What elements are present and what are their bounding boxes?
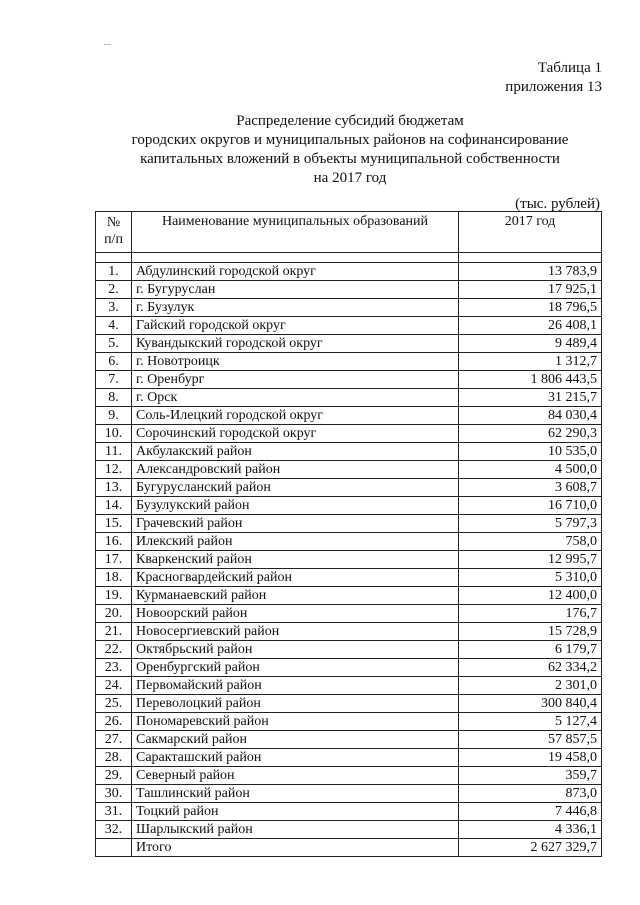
table-row <box>96 515 602 533</box>
row-number: 26. <box>96 713 132 731</box>
row-number: 11. <box>96 443 132 461</box>
table-row <box>96 605 602 623</box>
document-title-line-4: на 2017 год <box>313 170 387 186</box>
row-number: 32. <box>96 821 132 839</box>
row-number: 9. <box>96 407 132 425</box>
municipality-name: Бузулукский район <box>132 497 459 515</box>
spacer-cell <box>96 253 132 263</box>
row-number: 19. <box>96 587 132 605</box>
spacer-cell <box>132 253 459 263</box>
municipality-name: Соль-Илецкий городской округ <box>132 407 459 425</box>
table-row <box>96 425 602 443</box>
table-row <box>96 371 602 389</box>
municipality-name: Гайский городской округ <box>132 317 459 335</box>
municipality-name: Илекский район <box>132 533 459 551</box>
row-number: 30. <box>96 785 132 803</box>
row-number: 14. <box>96 497 132 515</box>
row-number: 29. <box>96 767 132 785</box>
row-number: 31. <box>96 803 132 821</box>
table-row <box>96 767 602 785</box>
municipality-name: г. Бузулук <box>132 299 459 317</box>
row-number: 27. <box>96 731 132 749</box>
subsidy-table <box>95 211 602 857</box>
row-number: 24. <box>96 677 132 695</box>
column-header-year: 2017 год <box>459 212 602 253</box>
municipality-name: г. Орск <box>132 389 459 407</box>
row-number: 25. <box>96 695 132 713</box>
subsidy-amount: 18 796,5 <box>459 299 602 317</box>
row-number: 1. <box>96 263 132 281</box>
appendix-reference: приложения 13 <box>505 79 602 95</box>
row-number: 7. <box>96 371 132 389</box>
municipality-name: Новоорский район <box>132 605 459 623</box>
row-number: 28. <box>96 749 132 767</box>
subsidy-amount: 12 400,0 <box>459 587 602 605</box>
column-header-number: № п/п <box>96 212 132 253</box>
subsidy-amount: 5 797,3 <box>459 515 602 533</box>
municipality-name: г. Бугуруслан <box>132 281 459 299</box>
municipality-name: Красногвардейский район <box>132 569 459 587</box>
table-row <box>96 497 602 515</box>
row-number: 22. <box>96 641 132 659</box>
table-row <box>96 353 602 371</box>
row-number: 20. <box>96 605 132 623</box>
subsidy-amount: 3 608,7 <box>459 479 602 497</box>
column-header-name: Наименование муниципальных образований <box>132 212 459 253</box>
spacer-cell <box>459 253 602 263</box>
municipality-name: Новосергиевский район <box>132 623 459 641</box>
subsidy-amount: 13 783,9 <box>459 263 602 281</box>
municipality-name: Абдулинский городской округ <box>132 263 459 281</box>
subsidy-amount: 31 215,7 <box>459 389 602 407</box>
table-row <box>96 695 602 713</box>
document-title-line-1: Распределение субсидий бюджетам <box>236 113 464 129</box>
row-number: 3. <box>96 299 132 317</box>
table-row <box>96 623 602 641</box>
row-number: 4. <box>96 317 132 335</box>
table-row <box>96 551 602 569</box>
row-number: 6. <box>96 353 132 371</box>
municipality-name: Акбулакский район <box>132 443 459 461</box>
table-row <box>96 479 602 497</box>
table-row <box>96 407 602 425</box>
scan-artifact <box>104 44 111 45</box>
total-amount: 2 627 329,7 <box>459 839 602 857</box>
row-number: 15. <box>96 515 132 533</box>
row-number: 8. <box>96 389 132 407</box>
subsidy-amount: 62 334,2 <box>459 659 602 677</box>
municipality-name: Кваркенский район <box>132 551 459 569</box>
subsidy-amount: 1 312,7 <box>459 353 602 371</box>
table-row <box>96 263 602 281</box>
table-row <box>96 749 602 767</box>
municipality-name: Пономаревский район <box>132 713 459 731</box>
table-row <box>96 317 602 335</box>
subsidy-amount: 5 310,0 <box>459 569 602 587</box>
row-number: 21. <box>96 623 132 641</box>
subsidy-amount: 10 535,0 <box>459 443 602 461</box>
table-row <box>96 569 602 587</box>
municipality-name: Октябрьский район <box>132 641 459 659</box>
municipality-name: Сорочинский городской округ <box>132 425 459 443</box>
table-row <box>96 587 602 605</box>
subsidy-amount: 12 995,7 <box>459 551 602 569</box>
subsidy-amount: 26 408,1 <box>459 317 602 335</box>
subsidy-amount: 5 127,4 <box>459 713 602 731</box>
document-title-line-2: городских округов и муниципальных районов на софинансирование <box>131 132 569 148</box>
subsidy-amount: 62 290,3 <box>459 425 602 443</box>
row-number: 2. <box>96 281 132 299</box>
municipality-name: Сакмарский район <box>132 731 459 749</box>
subsidy-amount: 1 806 443,5 <box>459 371 602 389</box>
municipality-name: Тоцкий район <box>132 803 459 821</box>
table-row <box>96 281 602 299</box>
table-row <box>96 461 602 479</box>
subsidy-amount: 359,7 <box>459 767 602 785</box>
row-number: 5. <box>96 335 132 353</box>
table-row <box>96 677 602 695</box>
row-number: 23. <box>96 659 132 677</box>
subsidy-amount: 84 030,4 <box>459 407 602 425</box>
row-number: 16. <box>96 533 132 551</box>
subsidy-amount: 19 458,0 <box>459 749 602 767</box>
subsidy-amount: 17 925,1 <box>459 281 602 299</box>
table-row <box>96 713 602 731</box>
spacer-row <box>96 253 602 263</box>
row-number: 12. <box>96 461 132 479</box>
subsidy-amount: 4 500,0 <box>459 461 602 479</box>
row-number: 13. <box>96 479 132 497</box>
subsidy-amount: 9 489,4 <box>459 335 602 353</box>
municipality-name: Кувандыкский городской округ <box>132 335 459 353</box>
municipality-name: г. Оренбург <box>132 371 459 389</box>
municipality-name: Александровский район <box>132 461 459 479</box>
table-row <box>96 335 602 353</box>
municipality-name: Саракташский район <box>132 749 459 767</box>
subsidy-amount: 758,0 <box>459 533 602 551</box>
table-row <box>96 299 602 317</box>
municipality-name: Северный район <box>132 767 459 785</box>
total-number-cell <box>96 839 132 857</box>
table-row <box>96 821 602 839</box>
subsidy-amount: 16 710,0 <box>459 497 602 515</box>
municipality-name: Переволоцкий район <box>132 695 459 713</box>
municipality-name: Курманаевский район <box>132 587 459 605</box>
table-body <box>96 253 602 857</box>
table-row <box>96 785 602 803</box>
row-number: 10. <box>96 425 132 443</box>
municipality-name: Бугурусланский район <box>132 479 459 497</box>
municipality-name: Первомайский район <box>132 677 459 695</box>
subsidy-amount: 4 336,1 <box>459 821 602 839</box>
subsidy-amount: 2 301,0 <box>459 677 602 695</box>
row-number: 18. <box>96 569 132 587</box>
subsidy-amount: 873,0 <box>459 785 602 803</box>
total-row <box>96 839 602 857</box>
subsidy-amount: 57 857,5 <box>459 731 602 749</box>
table-row <box>96 641 602 659</box>
table-row <box>96 389 602 407</box>
subsidy-amount: 7 446,8 <box>459 803 602 821</box>
table-header-row <box>96 212 602 253</box>
municipality-name: Шарлыкский район <box>132 821 459 839</box>
total-label: Итого <box>132 839 459 857</box>
subsidy-amount: 15 728,9 <box>459 623 602 641</box>
municipality-name: Оренбургский район <box>132 659 459 677</box>
municipality-name: г. Новотроицк <box>132 353 459 371</box>
subsidy-amount: 6 179,7 <box>459 641 602 659</box>
row-number: 17. <box>96 551 132 569</box>
subsidy-amount: 300 840,4 <box>459 695 602 713</box>
table-row <box>96 533 602 551</box>
table-row <box>96 731 602 749</box>
municipality-name: Ташлинский район <box>132 785 459 803</box>
table-row <box>96 803 602 821</box>
table-row <box>96 443 602 461</box>
document-title-line-3: капитальных вложений в объекты муниципальной собственности <box>140 151 560 167</box>
table-reference: Таблица 1 <box>537 60 602 76</box>
municipality-name: Грачевский район <box>132 515 459 533</box>
subsidy-amount: 176,7 <box>459 605 602 623</box>
units-label: (тыс. рублей) <box>515 196 600 212</box>
table-row <box>96 659 602 677</box>
